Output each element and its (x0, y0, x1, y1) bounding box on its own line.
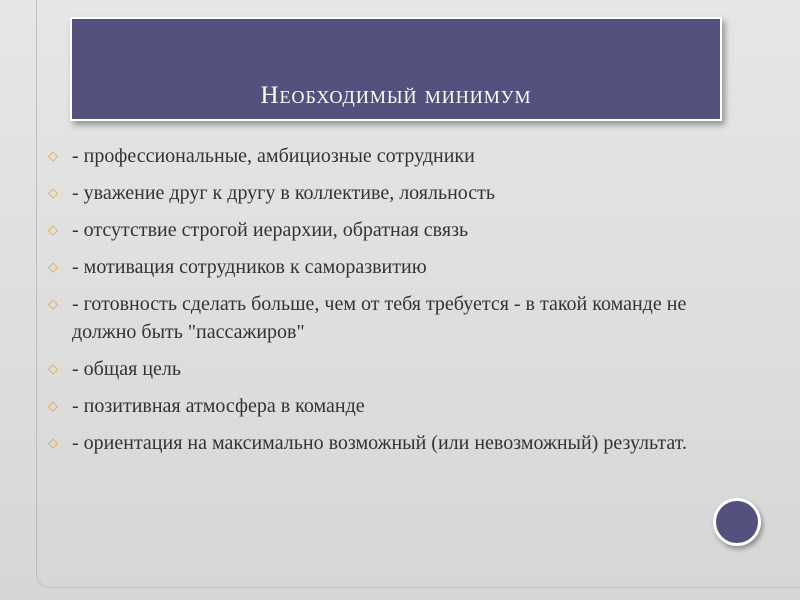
list-item (48, 216, 708, 244)
bullet-text: - ориентация на максимально возможный (или невозможный) результат. (72, 432, 687, 454)
title-banner (70, 17, 722, 121)
hollow-diamond-bullet-icon: ◇ (48, 435, 58, 450)
slide-title: Необходимый минимум (260, 82, 532, 109)
bullet-text: - профессиональные, амбициозные сотрудники (72, 145, 475, 167)
bullet-text: - готовность сделать больше, чем от тебя требуется - в такой команде не должно быть "пассажиров" (72, 293, 687, 343)
hollow-diamond-bullet-icon: ◇ (48, 398, 58, 413)
list-item (48, 290, 708, 346)
list-item (48, 142, 708, 170)
bullet-text: - отсутствие строгой иерархии, обратная связь (72, 219, 469, 241)
hollow-diamond-bullet-icon: ◇ (48, 185, 58, 200)
bullet-text: - общая цель (72, 358, 181, 380)
bullet-list (48, 142, 708, 466)
list-item (48, 355, 708, 383)
decorative-circle (713, 498, 761, 546)
list-item (48, 392, 708, 420)
list-item (48, 179, 708, 207)
hollow-diamond-bullet-icon: ◇ (48, 361, 58, 376)
list-item (48, 253, 708, 281)
bullet-text: - мотивация сотрудников к саморазвитию (72, 256, 427, 278)
hollow-diamond-bullet-icon: ◇ (48, 259, 58, 274)
hollow-diamond-bullet-icon: ◇ (48, 148, 58, 163)
hollow-diamond-bullet-icon: ◇ (48, 296, 58, 311)
bullet-text: - уважение друг к другу в коллективе, лояльность (72, 182, 496, 204)
bullet-text: - позитивная атмосфера в команде (72, 395, 365, 417)
hollow-diamond-bullet-icon: ◇ (48, 222, 58, 237)
list-item (48, 429, 708, 457)
